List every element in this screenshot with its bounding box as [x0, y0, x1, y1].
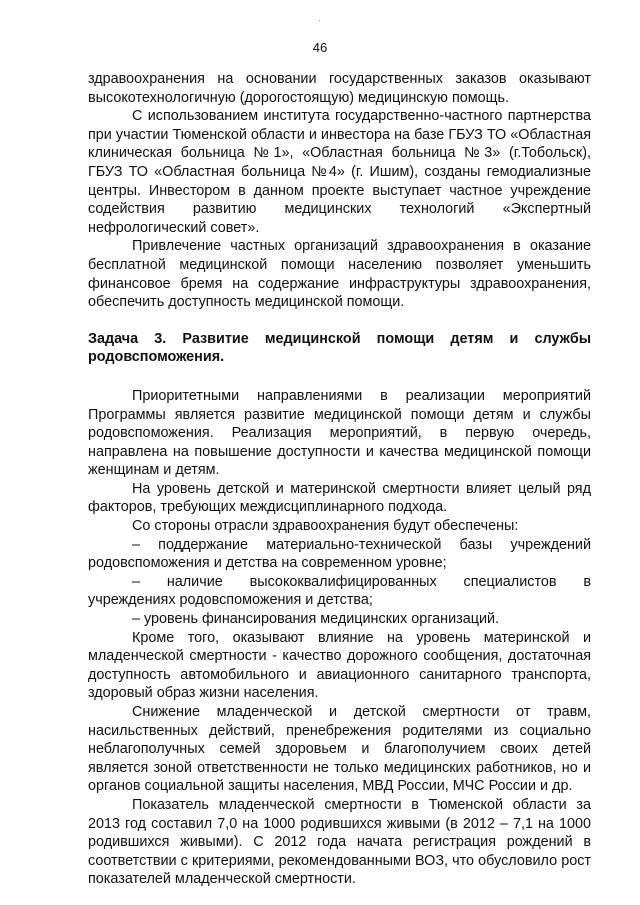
paragraph-injury-mortality: Снижение младенческой и детской смертности от травм, насильственных действий, пренебрежения родителями из социально неблагополучных семей здоровьем и благополучием своих детей является зоной ответственности не только медицинских работников, но и органов социальной защиты населения, МВД России, МЧС России и др. — [88, 704, 591, 795]
scan-dot: · — [318, 16, 321, 25]
paragraph-priorities: Приоритетными направлениями в реализации мероприятий Программы является развитие медицинской помощи детям и службы родовспоможения. Реализация мероприятий, в первую очередь, направлена на повышение доступности и качества медицинской помощи женщинам и детям. — [88, 387, 591, 479]
paragraph-infant-mortality-indicator: Показатель младенческой смертности в Тюменской области за 2013 год составил 7,0 на 1000 родившихся живыми (в 2012 – 7,1 на 1000 родившихся живыми). С 2012 года начата регистрация рождений в соответствии с критериями, рекомендованными ВОЗ, что обусловило рост показателей младенческой смертности. — [88, 796, 591, 888]
paragraph-continuation: здравоохранения на основании государственных заказов оказывают высокотехнологичную (дорогостоящую) медицинскую помощь. — [88, 71, 591, 106]
page-number: 46 — [312, 40, 328, 55]
paragraph-other-influences: Кроме того, оказывают влияние на уровень материнской и младенческой смертности - качество дорожного сообщения, достаточная доступность автомобильного и авиационного санитарного транспорта, здоровый образ жизни населения. — [88, 629, 591, 702]
section-spacer — [88, 367, 591, 387]
paragraph-mortality-factors: На уровень детской и материнской смертности влияет целый ряд факторов, требующих междисциплинарного подхода. — [88, 480, 591, 516]
list-item-material-base: – поддержание материально-технической базы учреждений родовспоможения и детства на современном уровне; — [88, 536, 591, 572]
paragraph-provisions-intro: Со стороны отрасли здравоохранения будут обеспечены: — [132, 518, 519, 535]
list-item-specialists: – наличие высококвалифицированных специалистов в учреждениях родовспоможения и детства; — [88, 573, 591, 609]
paragraph-hemodialysis-centers: С использованием института государственно-частного партнерства при участии Тюменской области и инвестора на базе ГБУЗ ТО «Областная клиническая больница №1», «Областная больница №3» (г.Тобольск), ГБУЗ ТО «Областная больница №4» (г. Ишим), созданы гемодиализные центры. Инвестором в данном проекте выступает частное учреждение содействия развитию медицинских технологий «Экспертный нефрологический совет». — [88, 108, 591, 236]
document-body — [88, 70, 591, 889]
paragraph-private-organizations: Привлечение частных организаций здравоохранения в оказание бесплатной медицинской помощи населению позволяет уменьшить финансовое бремя на содержание инфраструктуры здравоохранения, обеспечить доступность медицинской помощи. — [88, 238, 591, 311]
task-heading: Задача 3. Развитие медицинской помощи детям и службы родовспоможения. — [88, 330, 591, 366]
list-item-financing: – уровень финансирования медицинских организаций. — [132, 611, 500, 628]
